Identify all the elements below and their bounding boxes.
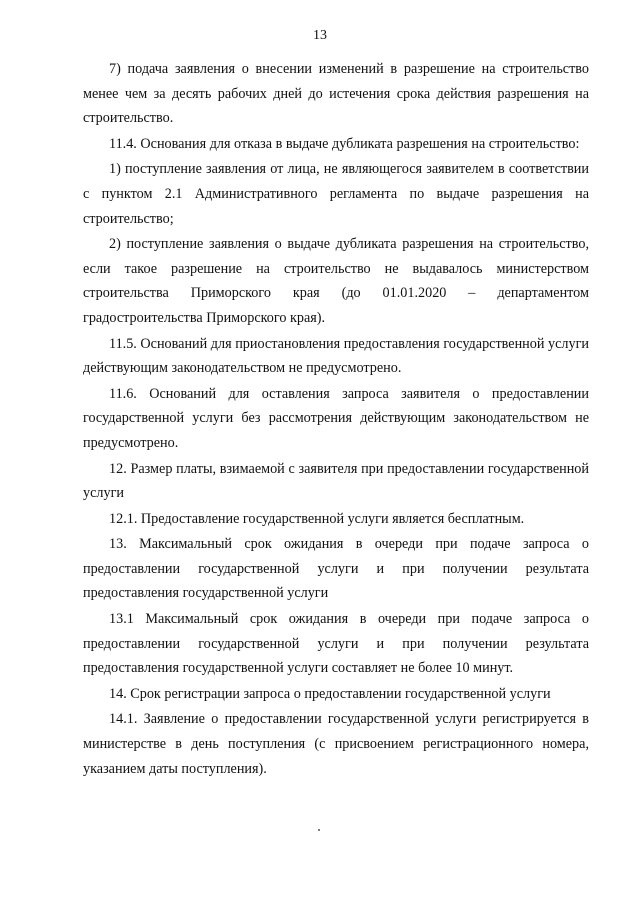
paragraph-12-1: 12.1. Предоставление государственной услуги является бесплатным. — [109, 510, 525, 527]
document-body — [83, 57, 589, 781]
section-heading-13: 13. Максимальный срок ожидания в очереди при подаче запроса о предоставлении государственной услуги и при получении результата предоставления государственной услуги — [83, 536, 589, 602]
page-number: 13 — [313, 28, 327, 43]
paragraph-11-6: 11.6. Оснований для оставления запроса заявителя о предоставлении государственной услуги без рассмотрения действующим законодательством не предусмотрено. — [83, 385, 589, 451]
paragraph-11-4: 11.4. Основания для отказа в выдаче дубликата разрешения на строительство: — [109, 135, 580, 152]
paragraph-item-7: 7) подача заявления о внесении изменений в разрешение на строительство менее чем за десять рабочих дней до истечения срока действия разрешения на строительство. — [83, 61, 589, 127]
paragraph-11-4-item-2: 2) поступление заявления о выдаче дубликата разрешения на строительство, если такое разрешение на строительство не выдавалось министерством строительства Приморского края (до 01.01.2020 – департаментом градостроительства Приморского края). — [83, 236, 589, 326]
section-heading-14: 14. Срок регистрации запроса о предоставлении государственной услуги — [109, 685, 551, 702]
paragraph-14-1: 14.1. Заявление о предоставлении государственной услуги регистрируется в министерстве в день поступления (с присвоением регистрационного номера, указанием даты поступления). — [83, 711, 589, 777]
paragraph-11-5: 11.5. Оснований для приостановления предоставления государственной услуги действующим законодательством не предусмотрено. — [83, 335, 589, 377]
scan-speck — [318, 829, 320, 831]
section-heading-12: 12. Размер платы, взимаемой с заявителя при предоставлении государственной услуги — [83, 460, 589, 502]
paragraph-13-1: 13.1 Максимальный срок ожидания в очереди при подаче запроса о предоставлении государственной услуги и при получении результата предоставления государственной услуги составляет не более 10 минут. — [83, 611, 589, 677]
paragraph-11-4-item-1: 1) поступление заявления от лица, не являющегося заявителем в соответствии с пунктом 2.1 Административного регламента по выдаче разрешения на строительство; — [83, 161, 589, 227]
